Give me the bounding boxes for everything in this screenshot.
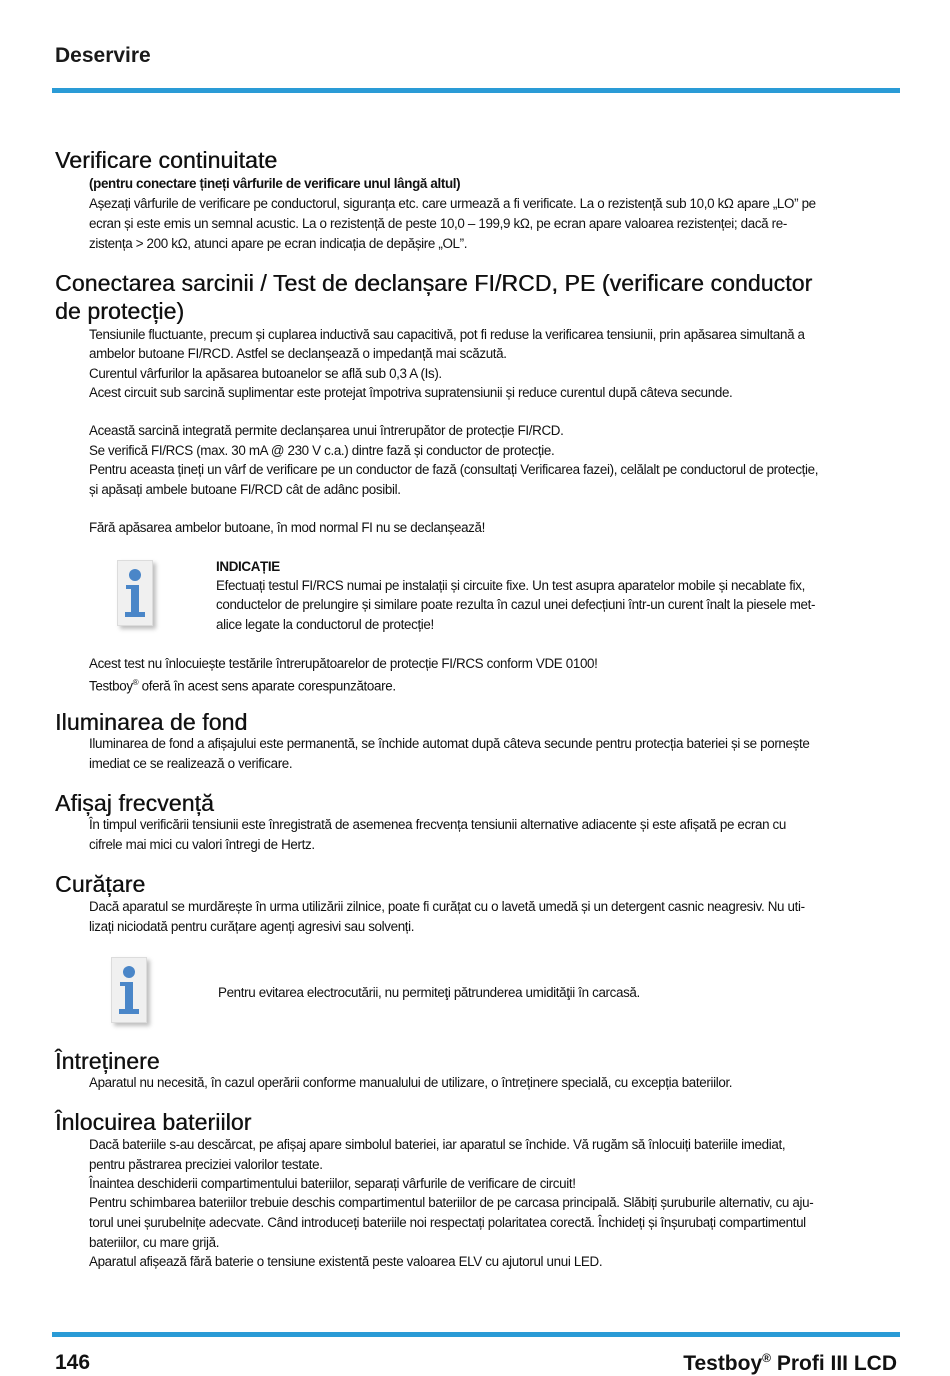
section-heading-batteries: Înlocuirea bateriilor xyxy=(55,1109,252,1135)
maintenance-line: Aparatul nu necesită, în cazul operării conforme manualului de utilizare, o întreținere specială, cu excepția bateriilor. xyxy=(89,1075,733,1090)
section-heading-load-line2: de protecție) xyxy=(55,298,185,324)
section-heading-continuity: Verificare continuitate xyxy=(55,147,278,173)
note-line: conductelor de prelungire și similare poate rezulta în cazul unei defecțiuni într-un curent înalt la piesele met- xyxy=(216,597,816,612)
continuity-line: ecran și este emis un semnal acustic. La o rezistență de peste 10,0 – 199,9 kΩ, pe ecran apare valoarea rezistenței; dacă re- xyxy=(89,216,787,231)
backlight-line: imediat ce se realizează o verificare. xyxy=(89,756,293,771)
batteries-line: Înaintea deschiderii compartimentului bateriilor, separați vârfurile de verificare de circuit! xyxy=(89,1176,576,1191)
section-heading-frequency: Afișaj frecvență xyxy=(55,790,214,816)
load-line: și apăsați ambele butoane FI/RCD cât de adânc posibil. xyxy=(89,482,401,497)
frequency-line: cifrele mai mici cu valori întregi de Hertz. xyxy=(89,837,315,852)
backlight-line: Iluminarea de fond a afișajului este permanentă, se închide automat după câteva secunde pentru protecția bateriei și se pornește xyxy=(89,736,810,751)
load-line: Pentru aceasta țineți un vârf de verificare pe un conductor de fază (consultați Verificarea fazei), celălalt pe conductorul de protecție, xyxy=(89,462,819,477)
load-warning: Fără apăsarea ambelor butoane, în mod normal FI nu se declanșează! xyxy=(89,520,485,535)
load-brand-line xyxy=(89,673,889,696)
cleaning-line: lizați niciodată pentru curățare agenți agresivi sau solvenți. xyxy=(89,919,415,934)
batteries-line: Pentru schimbarea bateriilor trebuie deschis compartimentul bateriilor de pe carcasa principală. Slăbiți șuruburile alternativ, cu aju- xyxy=(89,1195,814,1210)
continuity-line: zistența > 200 kΩ, atunci apare pe ecran indicația de depășire „OL”. xyxy=(89,236,468,251)
batteries-line: Aparatul afișează fără baterie o tensiune existentă peste valoarea ELV cu ajutorul unui LED. xyxy=(89,1254,603,1269)
section-heading-cleaning: Curățare xyxy=(55,871,146,897)
batteries-line: torul unei șurubelnițe adecvate. Când introduceți bateriile noi respectați polaritatea corectă. Închideți și înșurubați compartimentul xyxy=(89,1215,806,1230)
section-heading-backlight: Iluminarea de fond xyxy=(55,709,248,735)
cleaning-note: Pentru evitarea electrocutării, nu permiteţi pătrunderea umidităţii în carcasă. xyxy=(218,985,640,1000)
product-brand: Testboy xyxy=(683,1352,763,1375)
load-line: Se verifică FI/RCS (max. 30 mA @ 230 V c.a.) dintre fază și conductor de protecție. xyxy=(89,443,555,458)
load-line: Tensiunile fluctuante, precum și cuplarea inductivă sau capacitivă, pot fi reduse la verificarea tensiunii, prin apăsarea simultană a xyxy=(89,327,805,342)
continuity-subnote: (pentru conectare țineți vârfurile de verificare unul lângă altul) xyxy=(89,176,461,191)
batteries-line: pentru păstrarea preciziei valorilor testate. xyxy=(89,1157,323,1172)
section-heading-maintenance: Întreținere xyxy=(55,1048,160,1074)
batteries-line: bateriilor, cu mare grijă. xyxy=(89,1235,220,1250)
info-icon xyxy=(117,560,153,626)
brand-line-rest: oferă în acest sens aparate corespunzătoare. xyxy=(138,678,396,694)
note-line: Efectuați testul FI/RCS numai pe instalații și circuite fixe. Un test asupra aparatelor mobile și necablate fix, xyxy=(216,578,805,593)
batteries-line: Dacă bateriile s-au descărcat, pe afișaj apare simbolul bateriei, iar aparatul se închide. Vă rugăm să înlocuiți bateriile imediat, xyxy=(89,1137,786,1152)
load-line: Curentul vârfurilor la apăsarea butoanelor se află sub 0,3 A (Is). xyxy=(89,366,442,381)
section-heading-load-line1: Conectarea sarcinii / Test de declanșare FI/RCD, PE (verificare conductor xyxy=(55,270,813,296)
brand-name: Testboy xyxy=(89,678,133,694)
load-line: Acest test nu înlocuiește testările întrerupătoarelor de protecție FI/RCS conform VDE 0100! xyxy=(89,656,598,671)
load-line: ambelor butoane FI/RCD. Astfel se declanșează o impedanță mai scăzută. xyxy=(89,346,507,361)
footer-rule xyxy=(52,1332,900,1337)
page-number: 146 xyxy=(55,1351,91,1374)
registered-mark: ® xyxy=(132,678,139,687)
product-model: Profi III LCD xyxy=(771,1352,897,1375)
note-title: INDICAȚIE xyxy=(216,559,280,574)
info-icon xyxy=(111,957,147,1023)
frequency-line: În timpul verificării tensiunii este înregistrată de asemenea frecvența tensiunii alternative adiacente și este afișată pe ecran cu xyxy=(89,817,786,832)
continuity-line: Așezați vârfurile de verificare pe conductorul, siguranța etc. care urmează a fi verificate. La o rezistență sub 10,0 kΩ apare „LO” pe xyxy=(89,196,816,211)
load-line: Acest circuit sub sarcină suplimentar este protejat împotriva supratensiunii și reduce curentul după câteva secunde. xyxy=(89,385,733,400)
note-line: alice legate la conductorul de protecție! xyxy=(216,617,434,632)
header-rule xyxy=(52,88,900,93)
load-line: Această sarcină integrată permite declanșarea unui întrerupător de protecție FI/RCD. xyxy=(89,423,564,438)
cleaning-line: Dacă aparatul se murdărește în urma utilizării zilnice, poate fi curățat cu o lavetă umedă și un detergent casnic neagresiv. Nu uti- xyxy=(89,899,805,914)
header-title: Deservire xyxy=(55,44,151,67)
product-registered-mark: ® xyxy=(762,1351,771,1365)
product-name xyxy=(683,1351,897,1376)
